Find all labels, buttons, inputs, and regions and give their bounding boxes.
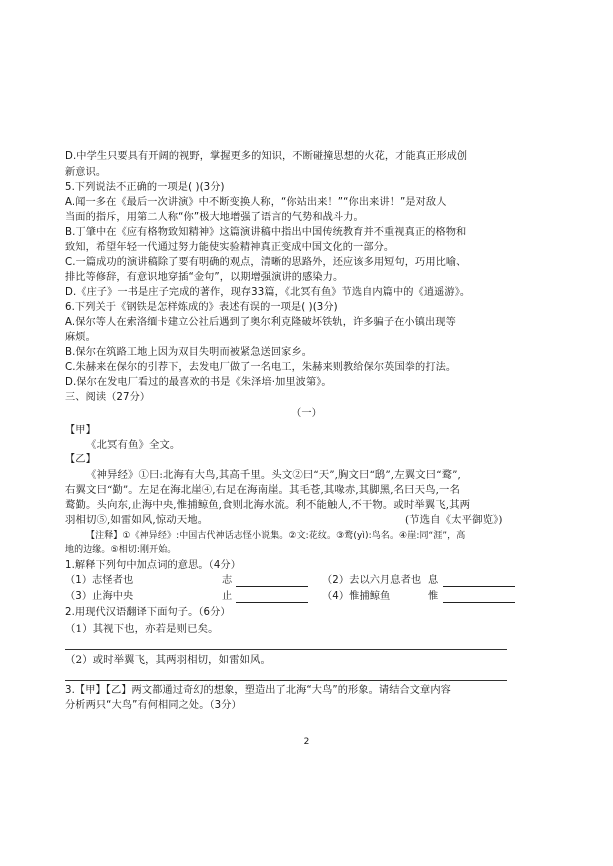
question-2: 2.用现代汉语翻译下面句子。（6分）	[65, 607, 231, 618]
question-1: 1.解释下列句中加点词的意思。（4分）	[65, 560, 241, 571]
jia-text: 《北冥有鱼》全文。	[86, 439, 181, 451]
yi-passage-line3: 鹜勤。头向东,止海中央,惟捕鲸鱼,食则北海水流。利不能触人,不干物。或时举翼飞,其两	[65, 499, 471, 511]
q1-item-2: （2）去以六月息者也	[322, 575, 422, 586]
q1-item-3-blank[interactable]	[236, 591, 308, 603]
yi-passage-line4: 羽相切⑤,如雷如风,惊动天地。	[65, 514, 209, 526]
q1-item-4-word: 惟	[428, 591, 439, 602]
page-number: 2	[303, 737, 310, 747]
yi-passage-line2: 右翼文曰“勤”。左足在海北崖④,右足在海南崖。其毛苍,其喙赤,其脚黑,名曰天鸟,一名	[65, 484, 461, 496]
q5-option-d: D.《庄子》一书是庄子完成的著作，现存33篇，《北冥有鱼》节选自内篇中的《逍遥游》。	[65, 287, 471, 298]
q1-item-3-word: 止	[222, 591, 233, 602]
q6-option-a-line2: 麻烦。	[65, 332, 96, 343]
q2-answer-line-1[interactable]	[65, 649, 507, 650]
q1-item-1-word: 志	[222, 575, 233, 586]
jia-label: 【甲】	[65, 425, 96, 436]
q1-item-4-blank[interactable]	[443, 591, 515, 603]
annotation-line2: 地的边缘。⑤相切:刚开始。	[65, 545, 177, 555]
q5-option-c-line1: C.一篇成功的演讲稿除了要有明确的观点，清晰的思路外，还应该多用短句，巧用比喻、	[65, 257, 467, 268]
q1-item-3: （3）止海中央	[65, 591, 134, 602]
q6-option-b: B.保尔在筑路工地上因为双目失明而被紧急送回家乡。	[65, 347, 313, 358]
q2-answer-line-2[interactable]	[65, 680, 507, 681]
q5-option-c-line2: 排比等修辞，有意识地穿插“金句”，以期增强演讲的感染力。	[65, 272, 344, 283]
q5-option-a-line2: 当面的指斥，用第二人称“你”极大地增强了语言的气势和战斗力。	[65, 212, 364, 223]
yi-source: (节选自《太平御览》)	[405, 514, 503, 526]
q1-item-1-blank[interactable]	[236, 575, 308, 587]
q1-item-2-blank[interactable]	[443, 575, 515, 587]
part-1-heading: （一）	[291, 408, 322, 419]
question-3-line1: 3.【甲】【乙】两文都通过奇幻的想象，塑造出了北海“大鸟”的形象。请结合文章内容	[65, 685, 451, 696]
q2-sentence-1: （1）其视下也，亦若是则已矣。	[65, 623, 219, 635]
question-6: 6.下列关于《钢铁是怎样炼成的》表述有误的一项是( )(3分)	[65, 302, 338, 313]
question-3-line2: 分析两只“大鸟”有何相同之处。（3分）	[65, 700, 242, 711]
annotation-line1: 【注释】①《神异经》:中国古代神话志怪小说集。②文:花纹。③鹜(yì):鸟名。④崖:同“涯”，高	[86, 531, 466, 541]
option-d-line2: 新意识。	[65, 167, 107, 178]
option-d-line1: D.中学生只要具有开阔的视野，掌握更多的知识，不断碰撞思想的火花，才能真正形成创	[65, 151, 468, 162]
yi-passage-line1: 《神异经》①曰:北海有大鸟,其高千里。头文②曰“天”,胸文曰“鸱”,左翼文曰“鹜”,	[86, 469, 461, 481]
q1-item-2-word: 息	[428, 575, 439, 586]
q5-option-b-line1: B.丁肇中在《应有格物致知精神》这篇演讲稿中指出中国传统教育并不重视真正的格物和	[65, 227, 467, 238]
question-5: 5.下列说法不正确的一项是( )(3分)	[65, 182, 225, 193]
q5-option-a-line1: A.闻一多在《最后一次讲演》中不断变换人称，“你站出来！”“你出来讲！”是对敌人	[65, 197, 447, 208]
q6-option-d: D.保尔在发电厂看过的最喜欢的书是《朱泽培·加里波第》。	[65, 377, 332, 388]
section-3-heading: 三、阅读（27分）	[65, 392, 151, 403]
q6-option-c: C.朱赫来在保尔的引荐下，去发电厂做了一名电工，朱赫来则教给保尔英国拳的打法。	[65, 362, 457, 373]
q2-sentence-2: （2）或时举翼飞，其两羽相切，如雷如风。	[65, 654, 272, 666]
q1-item-4: （4）惟捕鲸鱼	[322, 591, 391, 602]
q6-option-a-line1: A.保尔等人在索洛缅卡建立公社后遇到了奥尔利克隆破坏铁轨，许多骗子在小镇出现等	[65, 317, 456, 328]
q5-option-b-line2: 致知，希望年轻一代通过努力能使实验精神真正变成中国文化的一部分。	[65, 242, 395, 253]
yi-label: 【乙】	[65, 454, 96, 465]
q1-item-1: （1）志怪者也	[65, 575, 134, 586]
